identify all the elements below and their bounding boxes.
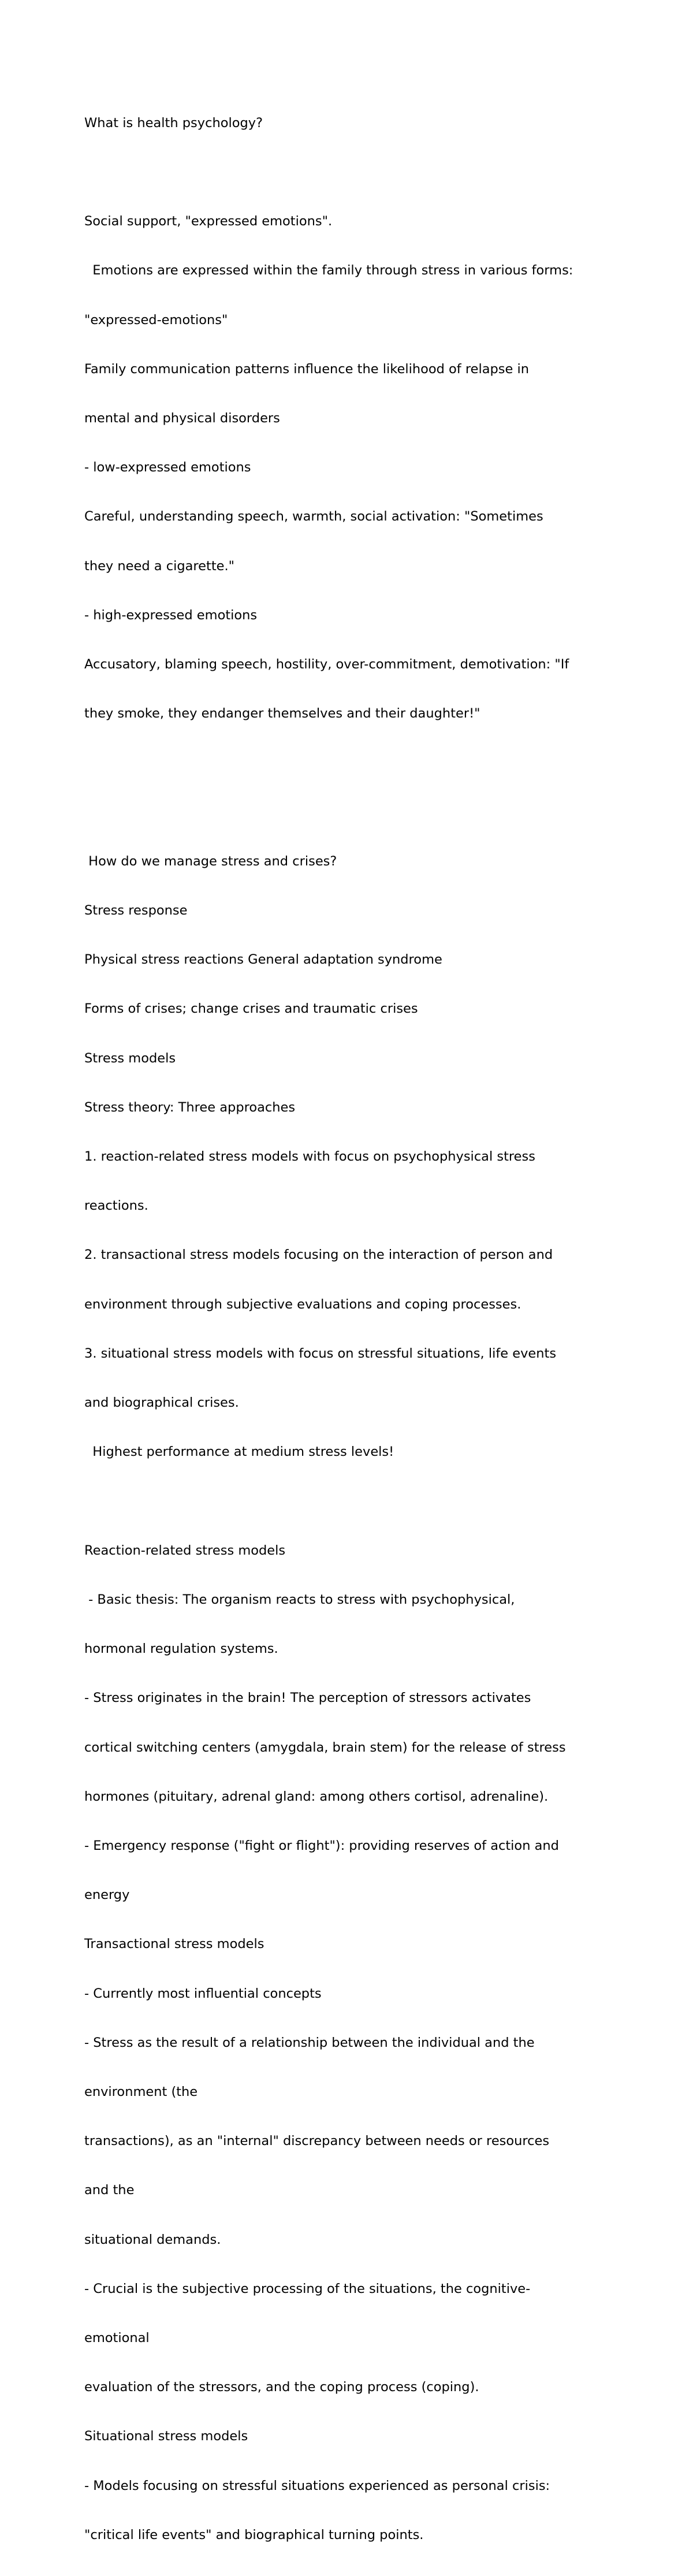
- text-line: "critical life events" and biographical turning points.: [84, 2527, 424, 2542]
- blank-line: [84, 804, 639, 820]
- blank-line: [84, 164, 639, 180]
- text-line: transactions), as an "internal" discrepancy between needs or resources: [84, 2133, 550, 2149]
- text-line: mental and physical disorders: [84, 411, 280, 426]
- text-line: Stress response: [84, 903, 188, 919]
- text-line: - Currently most influential concepts: [84, 1986, 322, 2001]
- text-line: - Stress as the result of a relationship between the individual and the: [84, 2035, 535, 2050]
- text-line: environment through subjective evaluations and coping processes.: [84, 1296, 521, 1312]
- text-line: - Crucial is the subjective processing of the situations, the cognitive-: [84, 2281, 531, 2296]
- text-line: - Stress originates in the brain! The perception of stressors activates: [84, 1690, 531, 1706]
- text-line: Highest performance at medium stress levels!: [84, 1444, 394, 1460]
- blank-line: [84, 754, 639, 771]
- text-line: Forms of crises; change crises and traumatic crises: [84, 1001, 418, 1017]
- text-line: - high-expressed emotions: [84, 607, 258, 623]
- heading-transactional: Transactional stress models: [84, 1936, 264, 1952]
- text-line: Family communication patterns influence the likelihood of relapse in: [84, 361, 530, 377]
- text-line: hormones (pituitary, adrenal gland: among others cortisol, adrenaline).: [84, 1789, 549, 1804]
- text-line: 2. transactional stress models focusing on the interaction of person and: [84, 1247, 553, 1263]
- text-line: and the: [84, 2183, 135, 2198]
- text-line: Physical stress reactions General adaptation syndrome: [84, 952, 442, 968]
- heading-health-psychology: What is health psychology?: [84, 115, 263, 131]
- text-line: - Emergency response ("fight or flight"): providing reserves of action and: [84, 1838, 559, 1853]
- text-line: - Models focusing on stressful situations experienced as personal crisis:: [84, 2478, 550, 2493]
- text-line: energy: [84, 1887, 130, 1903]
- text-line: - Basic thesis: The organism reacts to stress with psychophysical,: [84, 1592, 515, 1607]
- text-line: Stress theory: Three approaches: [84, 1099, 296, 1115]
- text-line: situational demands.: [84, 2232, 221, 2247]
- text-line: Careful, understanding speech, warmth, social activation: "Sometimes: [84, 509, 543, 525]
- text-line: 1. reaction-related stress models with focus on psychophysical stress: [84, 1149, 535, 1165]
- text-line: Stress models: [84, 1050, 176, 1066]
- text-line: they need a cigarette.": [84, 558, 234, 574]
- document-body: [84, 82, 639, 2576]
- heading-reaction-related: Reaction-related stress models: [84, 1542, 286, 1558]
- text-line: they smoke, they endanger themselves and their daughter!": [84, 706, 480, 722]
- text-line: cortical switching centers (amygdala, brain stem) for the release of stress: [84, 1739, 566, 1755]
- text-line: hormonal regulation systems.: [84, 1641, 278, 1657]
- text-line: evaluation of the stressors, and the coping process (coping).: [84, 2380, 479, 2395]
- text-line: Social support, "expressed emotions".: [84, 214, 333, 229]
- heading-stress-management: How do we manage stress and crises?: [84, 853, 337, 869]
- heading-situational: Situational stress models: [84, 2429, 248, 2444]
- text-line: 3. situational stress models with focus on stressful situations, life events: [84, 1345, 557, 1361]
- text-line: and biographical crises.: [84, 1395, 239, 1411]
- blank-line: [84, 1493, 639, 1510]
- text-line: Accusatory, blaming speech, hostility, over-commitment, demotivation: "If: [84, 657, 569, 672]
- text-line: Emotions are expressed within the family through stress in various forms:: [84, 263, 573, 278]
- text-line: reactions.: [84, 1198, 148, 1214]
- text-line: emotional: [84, 2330, 150, 2345]
- text-line: environment (the: [84, 2084, 198, 2099]
- text-line: "expressed-emotions": [84, 312, 228, 328]
- text-line: - low-expressed emotions: [84, 460, 251, 475]
